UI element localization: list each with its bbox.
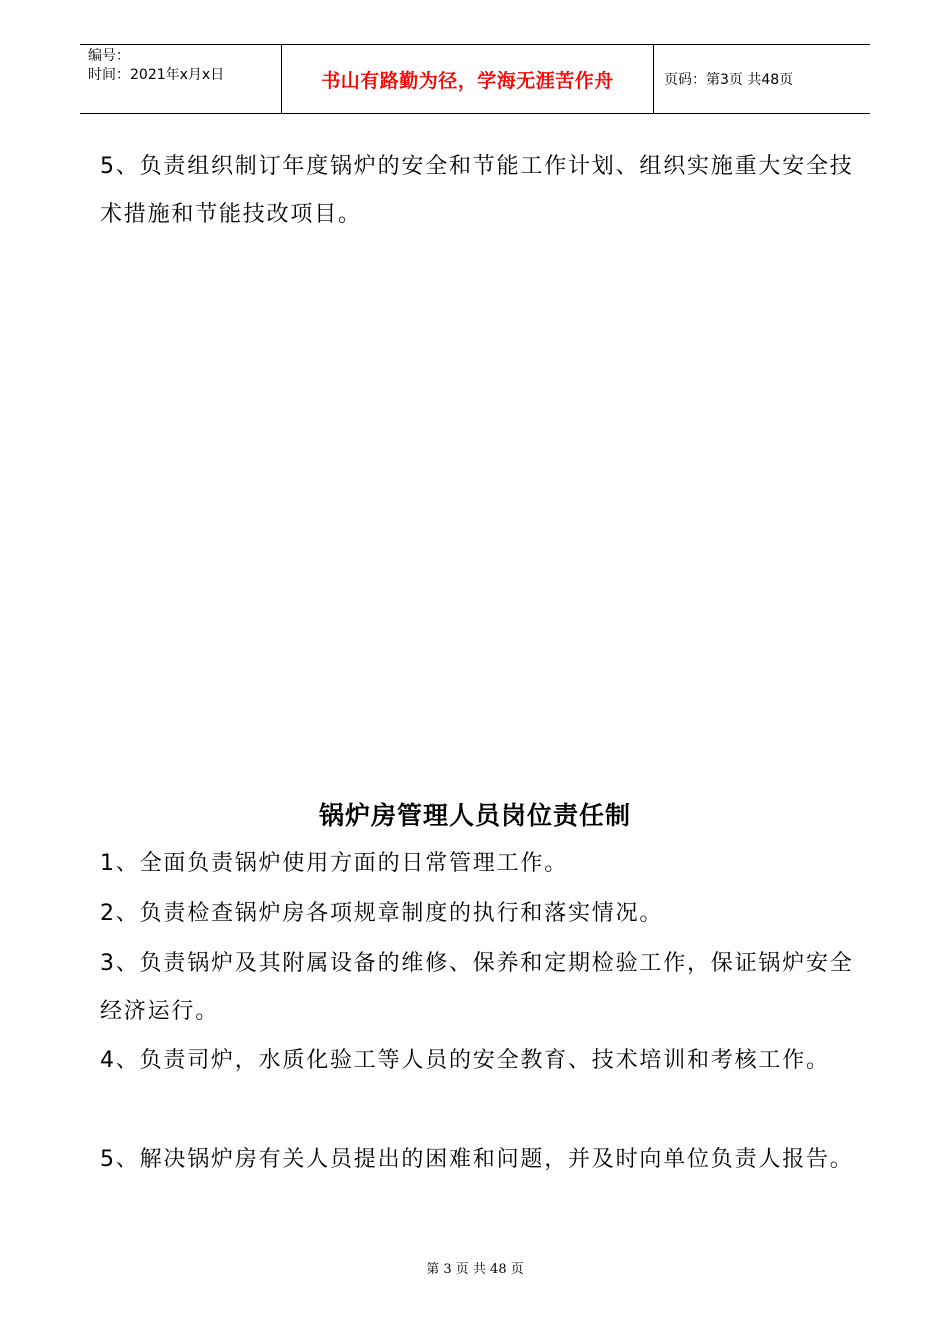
list-item: 5、解决锅炉房有关人员提出的困难和问题，并及时向单位负责人报告。 bbox=[100, 1147, 854, 1172]
intro-paragraph: 5、负责组织制订年度锅炉的安全和节能工作计划、组织实施重大安全技术措施和节能技改项目。 bbox=[100, 154, 854, 227]
section-title: 锅炉房管理人员岗位责任制 bbox=[318, 801, 631, 830]
list-item: 2、负责检查锅炉房各项规章制度的执行和落实情况。 bbox=[100, 901, 664, 926]
document-date-label: 时间：2021年x月x日 bbox=[88, 67, 225, 83]
list-item: 3、负责锅炉及其附属设备的维修、保养和定期检验工作，保证锅炉安全经济运行。 bbox=[100, 951, 854, 1024]
list-item: 1、全面负责锅炉使用方面的日常管理工作。 bbox=[100, 851, 568, 876]
list-item: 4、负责司炉，水质化验工等人员的安全教育、技术培训和考核工作。 bbox=[100, 1048, 830, 1073]
header-motto: 书山有路勤为径，学海无涯苦作舟 bbox=[282, 45, 654, 113]
header-page-info: 页码：第3页 共48页 bbox=[664, 72, 794, 88]
page-footer: 第 3 页 共 48 页 bbox=[426, 1262, 524, 1277]
header-meta-cell bbox=[80, 45, 282, 113]
document-number-label: 编号： bbox=[88, 48, 130, 64]
document-header bbox=[80, 44, 870, 114]
